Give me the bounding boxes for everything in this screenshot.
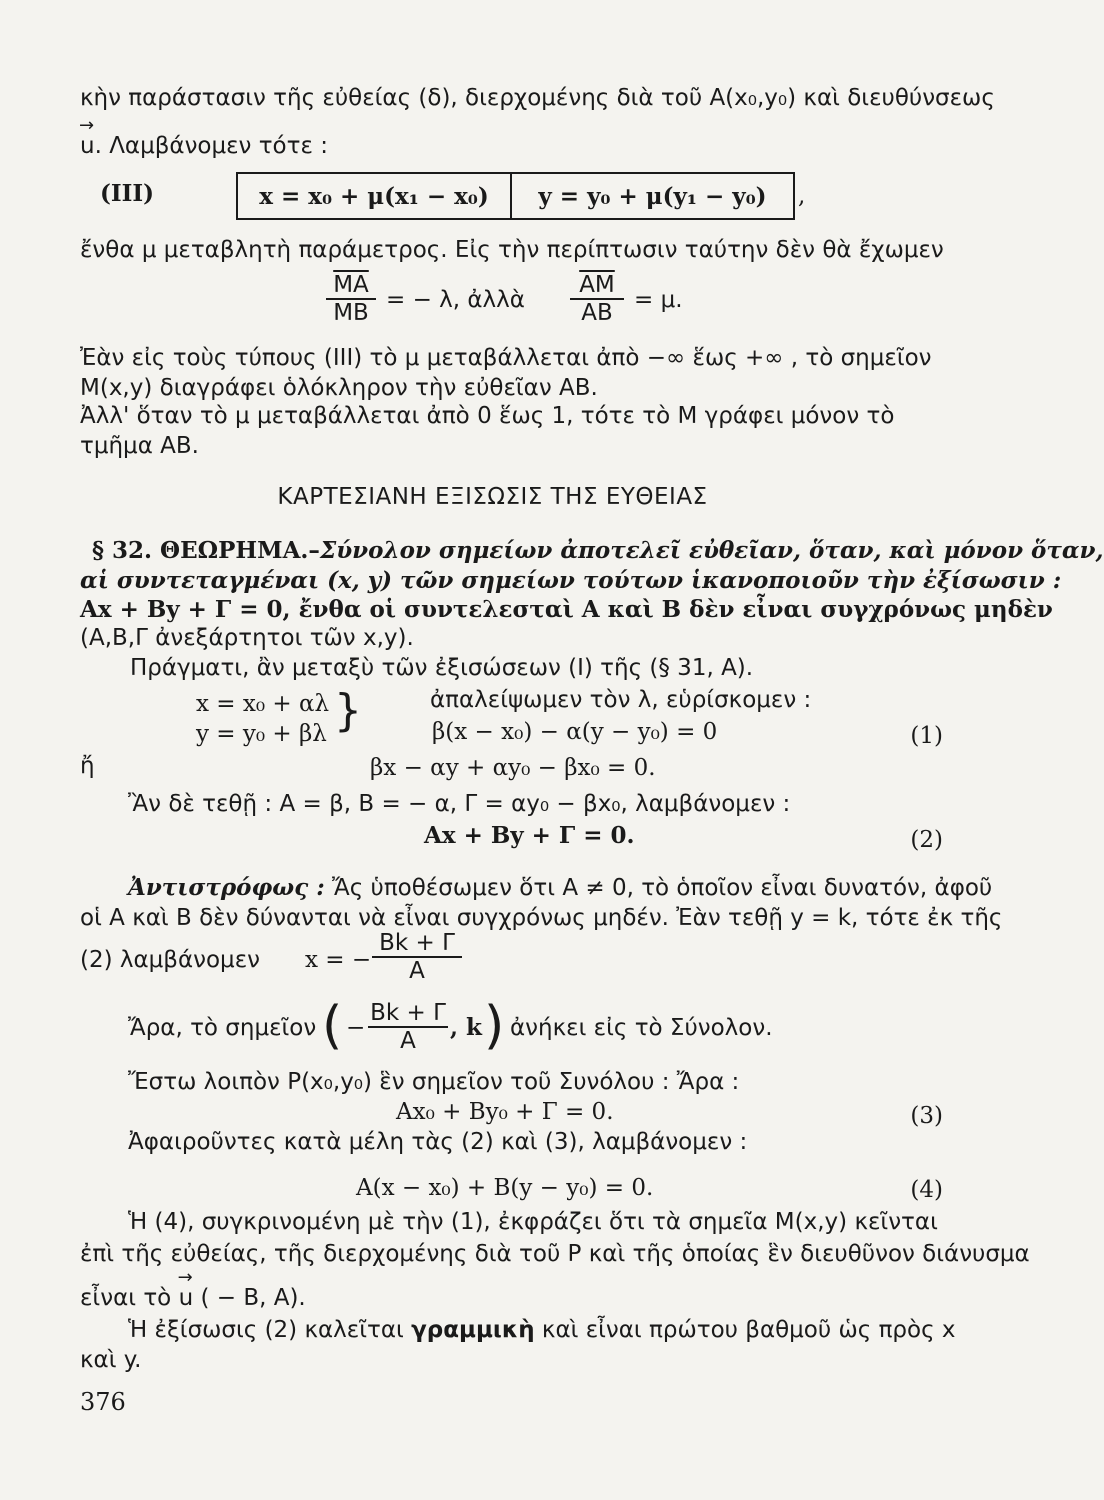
converse-label: Ἀντιστρόφως :	[128, 874, 325, 901]
ratio-1-num: $\overline{MA}$	[326, 272, 376, 300]
text-line: Ἀφαιροῦντες κατὰ μέλη τὰς (2) καὶ (3), λαμβάνομεν :	[128, 1129, 748, 1155]
equation-1: β(x − x₀) − α(y − y₀) = 0	[432, 719, 718, 745]
formula-box	[236, 172, 795, 220]
text-line: τμῆμα ΑΒ.	[80, 433, 199, 459]
left-paren: (	[322, 996, 343, 1056]
section-heading: ΚΑΡΤΕΣΙΑΝΗ ΕΞΙΣΩΣΙΣ ΤΗΣ ΕΥΘΕΙΑΣ	[277, 484, 708, 510]
text-line: οἱ Α καὶ Β δὲν δύνανται νὰ εἶναι συγχρόνως μηδέν. Ἐὰν τεθῇ y = k, τότε ἐκ τῆς	[80, 905, 1003, 931]
text-line: Πράγματι, ἂν μεταξὺ τῶν ἐξισώσεων (Ι) τῆς (§ 31, Α).	[130, 655, 754, 681]
point-fraction	[368, 1000, 448, 1054]
formula-label: (ΙΙΙ)	[100, 180, 155, 207]
text-line: Ἀλλ' ὅταν τὸ μ μεταβάλλεται ἀπὸ 0 ἕως 1, τότε τὸ Μ γράφει μόνον τὸ	[80, 403, 895, 429]
vector-u: → u	[179, 1284, 194, 1312]
equation-number-3: (3)	[910, 1103, 943, 1129]
ratio-mid: = − λ, ἀλλὰ	[386, 287, 525, 313]
text-line: ἔνθα μ μεταβλητὴ παράμετρος. Εἰς τὴν περίπτωσιν ταύτην δὲν θὰ ἔχωμεν	[80, 237, 944, 263]
bold-term: γραμμικὴ	[411, 1317, 535, 1343]
text-line: ἀπαλείψωμεν τὸν λ, εὑρίσκομεν :	[430, 687, 812, 713]
theorem-label: § 32. ΘΕΩΡΗΜΑ.–	[92, 537, 320, 564]
fraction-num: Bk + Γ	[372, 930, 462, 958]
ratio-2-num: $\overline{AM}$	[570, 272, 624, 300]
text-line	[128, 1316, 956, 1344]
text-line: καὶ y.	[80, 1347, 142, 1373]
text-line	[80, 132, 328, 160]
equation-3: Ax₀ + By₀ + Γ = 0.	[396, 1099, 614, 1125]
fraction-num: Bk + Γ	[368, 1000, 448, 1028]
text-line: (Α,Β,Γ ἀνεξάρτητοι τῶν x,y).	[80, 625, 414, 651]
text-line: Ἄρα, τὸ σημεῖον	[128, 1015, 317, 1041]
ratio-1	[326, 272, 376, 326]
right-paren: )	[484, 996, 505, 1056]
text-line	[80, 1284, 306, 1312]
ratio-2-den: ΑΒ	[581, 300, 613, 326]
fraction-den: Α	[400, 1028, 416, 1054]
theorem-line	[92, 537, 1104, 565]
text-line: (2) λαμβάνομεν	[80, 947, 260, 973]
x-equation: x = −	[305, 947, 372, 973]
equation-number-1: (1)	[910, 723, 943, 749]
theorem-line: Ax + By + Γ = 0, ἔνθα οἱ συντελεσταὶ Α καὶ Β δὲν εἶναι συγχρόνως μηδὲν	[80, 596, 1053, 623]
equation-1b: βx − αy + αy₀ − βx₀ = 0.	[370, 755, 656, 781]
formula-x: x = x₀ + μ(x₁ − x₀)	[238, 174, 512, 218]
ratio-1-den: ΜΒ	[333, 300, 369, 326]
formula-y: y = y₀ + μ(y₁ − y₀)	[538, 182, 767, 210]
fraction	[372, 930, 462, 984]
equation-number-4: (4)	[910, 1177, 943, 1203]
point-k: , k	[450, 1014, 482, 1041]
text-line: Ἡ (4), συγκρινομένη μὲ τὴν (1), ἐκφράζει ὅτι τὰ σημεῖα Μ(x,y) κεῖνται	[128, 1209, 938, 1235]
ratio-end: = μ.	[634, 287, 683, 313]
equation-4: Α(x − x₀) + Β(y − y₀) = 0.	[356, 1175, 654, 1201]
equation-2: Ax + By + Γ = 0.	[424, 822, 635, 849]
text-line: ἐπὶ τῆς εὐθείας, τῆς διερχομένης διὰ τοῦ Ρ καὶ τῆς ὁποίας ἓν διευθῦνον διάνυσμα	[80, 1241, 1030, 1267]
ratio-2	[570, 272, 624, 326]
system-eq-2: y = y₀ + βλ	[196, 721, 327, 747]
text-line	[128, 874, 992, 902]
system-eq-1: x = x₀ + αλ	[196, 691, 330, 717]
text-span: ( − Β, Α).	[193, 1285, 306, 1311]
page-number: 376	[80, 1388, 126, 1416]
vector-u: → u	[80, 132, 95, 160]
text-line: Ἐὰν εἰς τοὺς τύπους (ΙΙΙ) τὸ μ μεταβάλλεται ἀπὸ −∞ ἕως +∞ , τὸ σημεῖον	[80, 345, 932, 371]
text-span: εἶναι τὸ	[80, 1285, 179, 1311]
text-span: Ἄς ὑποθέσωμεν ὅτι Α ≠ 0, τὸ ὁποῖον εἶναι δυνατόν, ἀφοῦ	[324, 875, 993, 901]
minus: −	[346, 1015, 366, 1041]
text-span: καὶ εἶναι πρώτου βαθμοῦ ὡς πρὸς x	[534, 1317, 956, 1343]
theorem-line: αἱ συντεταγμέναι (x, y) τῶν σημείων τούτων ἱκανοποιοῦν τὴν ἐξίσωσιν :	[80, 567, 1062, 594]
text-line: ἤ	[80, 753, 95, 779]
text-line: Μ(x,y) διαγράφει ὁλόκληρον τὴν εὐθεῖαν ΑΒ.	[80, 375, 598, 401]
comma: ,	[798, 183, 806, 209]
theorem-text: Σύνολον σημείων ἀποτελεῖ εὐθεῖαν, ὅταν, καὶ μόνον ὅταν,	[319, 537, 1104, 564]
right-brace: }	[334, 685, 362, 736]
text-line: Ἂν δὲ τεθῇ : Α = β, Β = − α, Γ = αy₀ − βx₀, λαμβάνομεν :	[128, 791, 791, 817]
text-span: . Λαμβάνομεν τότε :	[94, 133, 328, 159]
fraction-den: Α	[409, 958, 425, 984]
equation-number-2: (2)	[910, 827, 943, 853]
text-line: Ἔστω λοιπὸν Ρ(x₀,y₀) ἓν σημεῖον τοῦ Συνόλου : Ἄρα :	[128, 1069, 740, 1095]
text-span: Ἡ ἐξίσωσις (2) καλεῖται	[128, 1317, 412, 1343]
text-line: ἀνήκει εἰς τὸ Σύνολον.	[510, 1015, 773, 1041]
text-line: κὴν παράστασιν τῆς εὐθείας (δ), διερχομένης διὰ τοῦ Α(x₀,y₀) καὶ διευθύνσεως	[80, 85, 995, 111]
